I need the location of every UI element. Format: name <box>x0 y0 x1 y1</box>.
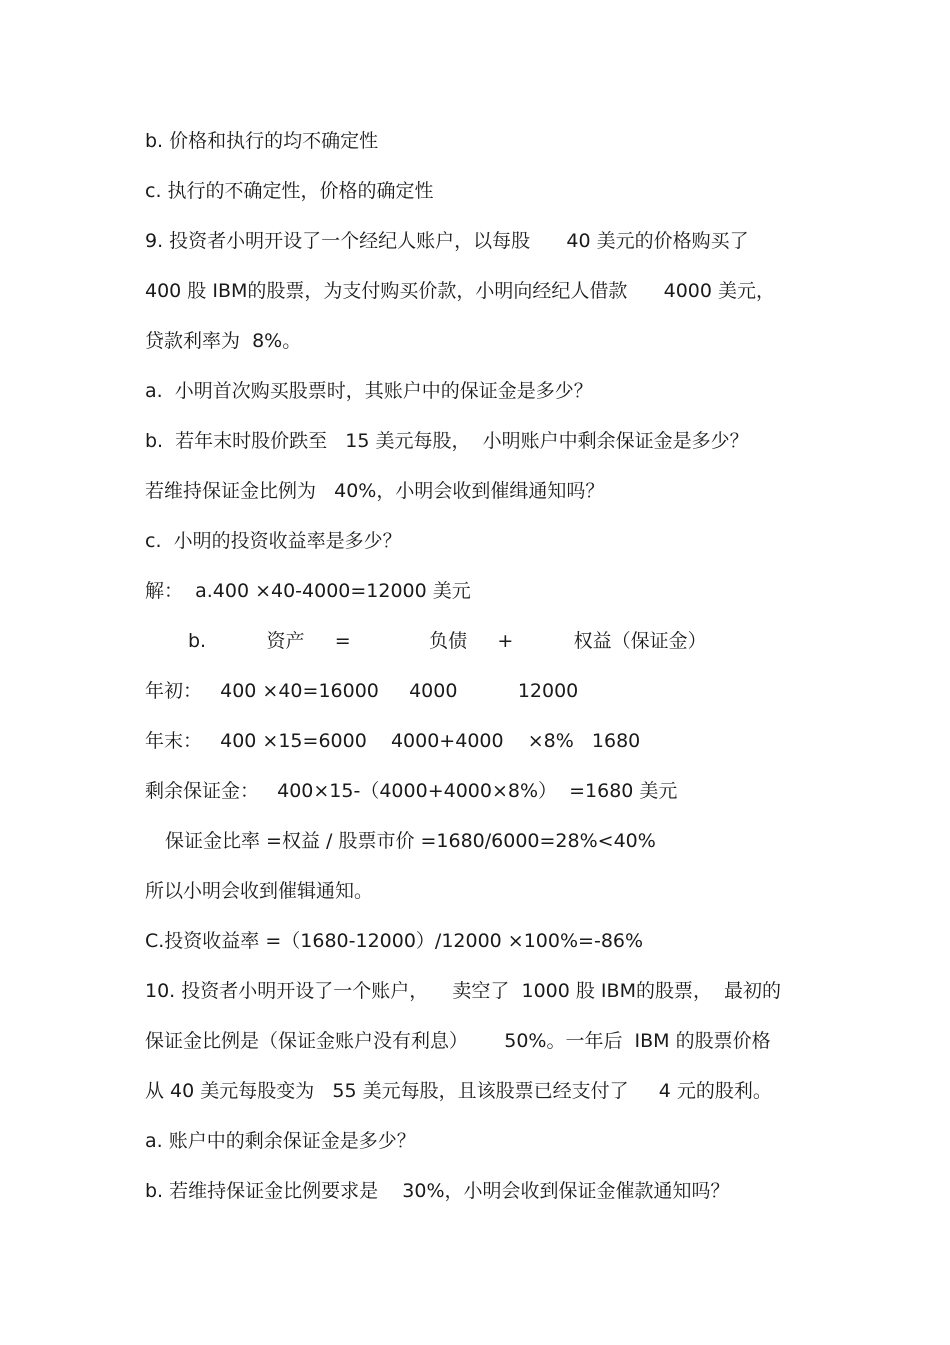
text-line-q9-a: a. 小明首次购买股票时，其账户中的保证金是多少？ <box>145 380 593 402</box>
text-line-q9-3: 贷款利率为 8%。 <box>145 330 302 352</box>
text-line-conclusion: 所以小明会收到催辑通知。 <box>145 880 374 902</box>
text-line-year-start: 年初： 400 ×40=16000 4000 12000 <box>145 680 579 702</box>
text-line-solution-b-header: b. 资产 = 负债 + 权益（保证金） <box>188 630 707 652</box>
text-line-q10-2: 保证金比例是（保证金账户没有利息） 50%。一年后 IBM 的股票价格 <box>145 1030 771 1052</box>
text-line-return-rate: C.投资收益率 =（1680-12000）/12000 ×100%=-86% <box>145 930 644 952</box>
text-line-q9-b2: 若维持保证金比例为 40%，小明会收到催缉通知吗？ <box>145 480 605 502</box>
text-line-solution-a: 解： a.400 ×40-4000=12000 美元 <box>145 580 471 602</box>
text-line-q9-b: b. 若年末时股价跌至 15 美元每股， 小明账户中剩余保证金是多少？ <box>145 430 749 452</box>
text-line-option-c: c. 执行的不确定性，价格的确定性 <box>145 180 434 202</box>
text-line-year-end: 年末： 400 ×15=6000 4000+4000 ×8% 1680 <box>145 730 641 752</box>
text-line-q9-c: c. 小明的投资收益率是多少？ <box>145 530 402 552</box>
text-line-margin-ratio: 保证金比率 =权益 / 股票市价 =1680/6000=28%<40% <box>165 830 656 852</box>
text-line-remaining-margin: 剩余保证金： 400×15-（4000+4000×8%） =1680 美元 <box>145 780 678 802</box>
text-line-q9-2: 400 股 IBM的股票，为支付购买价款，小明向经纪人借款 4000 美元， <box>145 280 776 302</box>
text-line-q10-3: 从 40 美元每股变为 55 美元每股，且该股票已经支付了 4 元的股利。 <box>145 1080 772 1102</box>
text-line-q10-1: 10. 投资者小明开设了一个账户， 卖空了 1000 股 IBM的股票， 最初的 <box>145 980 782 1002</box>
text-line-q10-b: b. 若维持保证金比例要求是 30%，小明会收到保证金催款通知吗？ <box>145 1180 730 1202</box>
text-line-q10-a: a. 账户中的剩余保证金是多少？ <box>145 1130 416 1152</box>
text-line-option-b: b. 价格和执行的均不确定性 <box>145 130 379 152</box>
text-line-q9-1: 9. 投资者小明开设了一个经纪人账户，以每股 40 美元的价格购买了 <box>145 230 749 252</box>
